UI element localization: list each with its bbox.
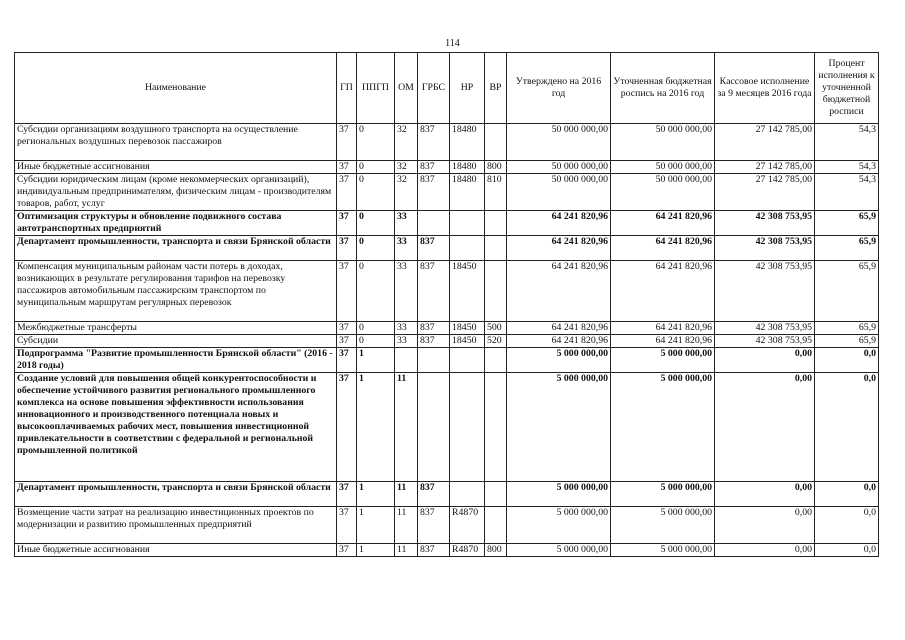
table-row — [15, 373, 879, 482]
row-name: Межбюджетные трансферты — [15, 322, 337, 335]
row-approved: 64 241 820,96 — [507, 322, 611, 335]
row-gp: 37 — [337, 335, 357, 348]
row-refined: 5 000 000,00 — [611, 544, 715, 557]
row-percent: 65,9 — [815, 322, 879, 335]
row-approved: 50 000 000,00 — [507, 174, 611, 211]
table-row — [15, 161, 879, 174]
row-vr: 810 — [485, 174, 507, 211]
row-grbs: 837 — [418, 236, 450, 261]
row-vr — [485, 236, 507, 261]
row-om: 32 — [395, 174, 418, 211]
row-percent: 54,3 — [815, 174, 879, 211]
row-np: 18480 — [450, 124, 485, 161]
row-cash: 0,00 — [715, 373, 815, 482]
row-ppgp: 1 — [357, 373, 395, 482]
row-vr — [485, 261, 507, 322]
table-row — [15, 348, 879, 373]
table-row — [15, 124, 879, 161]
row-gp: 37 — [337, 507, 357, 544]
row-cash: 27 142 785,00 — [715, 174, 815, 211]
header-approved: Утверждено на 2016 год — [507, 53, 611, 124]
row-approved: 64 241 820,96 — [507, 211, 611, 236]
row-grbs — [418, 348, 450, 373]
row-name: Субсидии — [15, 335, 337, 348]
row-ppgp: 0 — [357, 261, 395, 322]
row-percent: 65,9 — [815, 261, 879, 322]
row-cash: 27 142 785,00 — [715, 161, 815, 174]
header-grbs: ГРБС — [418, 53, 450, 124]
header-refined: Уточненная бюджетная роспись на 2016 год — [611, 53, 715, 124]
row-gp: 37 — [337, 236, 357, 261]
row-cash: 42 308 753,95 — [715, 335, 815, 348]
row-percent: 0,0 — [815, 544, 879, 557]
row-refined: 64 241 820,96 — [611, 335, 715, 348]
row-gp: 37 — [337, 261, 357, 322]
row-name: Субсидии организациям воздушного транспорта на осуществление региональных воздушных перевозок пассажиров — [15, 124, 337, 161]
row-om: 33 — [395, 236, 418, 261]
row-grbs — [418, 373, 450, 482]
row-approved: 64 241 820,96 — [507, 261, 611, 322]
row-np: R4870 — [450, 507, 485, 544]
row-cash: 27 142 785,00 — [715, 124, 815, 161]
header-ppgp: ППГП — [357, 53, 395, 124]
row-om: 32 — [395, 124, 418, 161]
row-grbs: 837 — [418, 261, 450, 322]
row-refined: 50 000 000,00 — [611, 174, 715, 211]
row-refined: 64 241 820,96 — [611, 211, 715, 236]
row-grbs: 837 — [418, 161, 450, 174]
row-grbs: 837 — [418, 507, 450, 544]
row-gp: 37 — [337, 124, 357, 161]
row-vr: 800 — [485, 161, 507, 174]
row-percent: 0,0 — [815, 482, 879, 507]
row-cash: 42 308 753,95 — [715, 261, 815, 322]
row-refined: 5 000 000,00 — [611, 507, 715, 544]
row-ppgp: 1 — [357, 348, 395, 373]
row-cash: 42 308 753,95 — [715, 236, 815, 261]
row-ppgp: 1 — [357, 482, 395, 507]
row-np: R4870 — [450, 544, 485, 557]
row-approved: 50 000 000,00 — [507, 161, 611, 174]
row-approved: 5 000 000,00 — [507, 507, 611, 544]
row-gp: 37 — [337, 211, 357, 236]
row-gp: 37 — [337, 322, 357, 335]
header-om: ОМ — [395, 53, 418, 124]
row-np — [450, 482, 485, 507]
row-gp: 37 — [337, 544, 357, 557]
row-om: 33 — [395, 335, 418, 348]
row-gp: 37 — [337, 161, 357, 174]
table-row — [15, 482, 879, 507]
row-np — [450, 348, 485, 373]
row-np — [450, 236, 485, 261]
row-vr — [485, 482, 507, 507]
row-grbs: 837 — [418, 335, 450, 348]
row-om: 11 — [395, 507, 418, 544]
row-percent: 0,0 — [815, 373, 879, 482]
table-row — [15, 211, 879, 236]
row-cash: 0,00 — [715, 507, 815, 544]
row-approved: 5 000 000,00 — [507, 373, 611, 482]
row-percent: 0,0 — [815, 507, 879, 544]
row-percent: 54,3 — [815, 124, 879, 161]
row-ppgp: 0 — [357, 335, 395, 348]
header-percent: Процент исполнения к уточненной бюджетной росписи — [815, 53, 879, 124]
row-ppgp: 1 — [357, 544, 395, 557]
row-np: 18480 — [450, 161, 485, 174]
row-name: Департамент промышленности, транспорта и связи Брянской области — [15, 236, 337, 261]
row-name: Иные бюджетные ассигнования — [15, 161, 337, 174]
row-vr — [485, 211, 507, 236]
row-vr — [485, 124, 507, 161]
row-cash: 0,00 — [715, 348, 815, 373]
header-gp: ГП — [337, 53, 357, 124]
row-name: Департамент промышленности, транспорта и связи Брянской области — [15, 482, 337, 507]
row-om: 33 — [395, 322, 418, 335]
row-grbs: 837 — [418, 482, 450, 507]
row-approved: 5 000 000,00 — [507, 482, 611, 507]
row-grbs: 837 — [418, 544, 450, 557]
row-grbs: 837 — [418, 322, 450, 335]
row-vr — [485, 348, 507, 373]
row-cash: 42 308 753,95 — [715, 322, 815, 335]
row-percent: 54,3 — [815, 161, 879, 174]
row-om — [395, 348, 418, 373]
row-refined: 64 241 820,96 — [611, 236, 715, 261]
row-name: Иные бюджетные ассигнования — [15, 544, 337, 557]
row-np: 18450 — [450, 261, 485, 322]
row-np: 18450 — [450, 335, 485, 348]
row-om: 32 — [395, 161, 418, 174]
row-gp: 37 — [337, 482, 357, 507]
row-refined: 50 000 000,00 — [611, 161, 715, 174]
row-cash: 0,00 — [715, 482, 815, 507]
row-np — [450, 373, 485, 482]
row-gp: 37 — [337, 174, 357, 211]
row-approved: 50 000 000,00 — [507, 124, 611, 161]
row-vr: 520 — [485, 335, 507, 348]
row-ppgp: 0 — [357, 211, 395, 236]
row-cash: 42 308 753,95 — [715, 211, 815, 236]
row-om: 11 — [395, 544, 418, 557]
row-vr — [485, 507, 507, 544]
row-np: 18480 — [450, 174, 485, 211]
header-cash: Кассовое исполнение за 9 месяцев 2016 года — [715, 53, 815, 124]
row-ppgp: 0 — [357, 161, 395, 174]
row-vr: 500 — [485, 322, 507, 335]
row-gp: 37 — [337, 348, 357, 373]
header-np: НР — [450, 53, 485, 124]
row-grbs: 837 — [418, 124, 450, 161]
row-approved: 5 000 000,00 — [507, 544, 611, 557]
row-approved: 5 000 000,00 — [507, 348, 611, 373]
row-grbs: 837 — [418, 174, 450, 211]
header-vr: ВР — [485, 53, 507, 124]
row-np — [450, 211, 485, 236]
row-ppgp: 0 — [357, 322, 395, 335]
row-ppgp: 0 — [357, 174, 395, 211]
row-percent: 65,9 — [815, 335, 879, 348]
row-om: 33 — [395, 261, 418, 322]
row-refined: 5 000 000,00 — [611, 348, 715, 373]
row-name: Компенсация муниципальным районам части потерь в доходах, возникающих в результате регулирования тарифов на перевозку пассажиров автомобильным пассажирским транспортом по муниципальным маршрутам регулярных перевозок — [15, 261, 337, 322]
row-om: 33 — [395, 211, 418, 236]
row-refined: 5 000 000,00 — [611, 482, 715, 507]
row-percent: 65,9 — [815, 211, 879, 236]
row-approved: 64 241 820,96 — [507, 236, 611, 261]
row-percent: 0,0 — [815, 348, 879, 373]
table-row — [15, 236, 879, 261]
row-name: Создание условий для повышения общей конкурентоспособности и обеспечение устойчивого развития регионального промышленного комплекса на основе повышения эффективности использования инновационного и производственного потенциала новых и высокооплачиваемых рабочих мест, повышения инвестиционной привлекательности в соответствии с федеральной и региональной промышленной политикой — [15, 373, 337, 482]
row-name: Оптимизация структуры и обновление подвижного состава автотранспортных предприятий — [15, 211, 337, 236]
row-ppgp: 1 — [357, 507, 395, 544]
row-refined: 64 241 820,96 — [611, 261, 715, 322]
row-name: Возмещение части затрат на реализацию инвестиционных проектов по модернизации и развитию промышленных предприятий — [15, 507, 337, 544]
row-name: Подпрограмма "Развитие промышленности Брянской области" (2016 - 2018 годы) — [15, 348, 337, 373]
row-om: 11 — [395, 482, 418, 507]
row-om: 11 — [395, 373, 418, 482]
budget-table — [14, 52, 879, 557]
row-ppgp: 0 — [357, 236, 395, 261]
row-ppgp: 0 — [357, 124, 395, 161]
row-np: 18450 — [450, 322, 485, 335]
table-row — [15, 544, 879, 557]
table-header-row — [15, 53, 879, 124]
row-refined: 5 000 000,00 — [611, 373, 715, 482]
page-number: 114 — [445, 38, 460, 49]
row-name: Субсидии юридическим лицам (кроме некоммерческих организаций), индивидуальным предпринимателям, физическим лицам - производителям товаров, работ, услуг — [15, 174, 337, 211]
row-grbs — [418, 211, 450, 236]
row-vr: 800 — [485, 544, 507, 557]
table-row — [15, 261, 879, 322]
row-gp: 37 — [337, 373, 357, 482]
row-refined: 50 000 000,00 — [611, 124, 715, 161]
row-refined: 64 241 820,96 — [611, 322, 715, 335]
table-row — [15, 174, 879, 211]
row-vr — [485, 373, 507, 482]
header-name: Наименование — [15, 53, 337, 124]
table-row — [15, 322, 879, 335]
row-approved: 64 241 820,96 — [507, 335, 611, 348]
table-row — [15, 507, 879, 544]
table-row — [15, 335, 879, 348]
row-cash: 0,00 — [715, 544, 815, 557]
row-percent: 65,9 — [815, 236, 879, 261]
